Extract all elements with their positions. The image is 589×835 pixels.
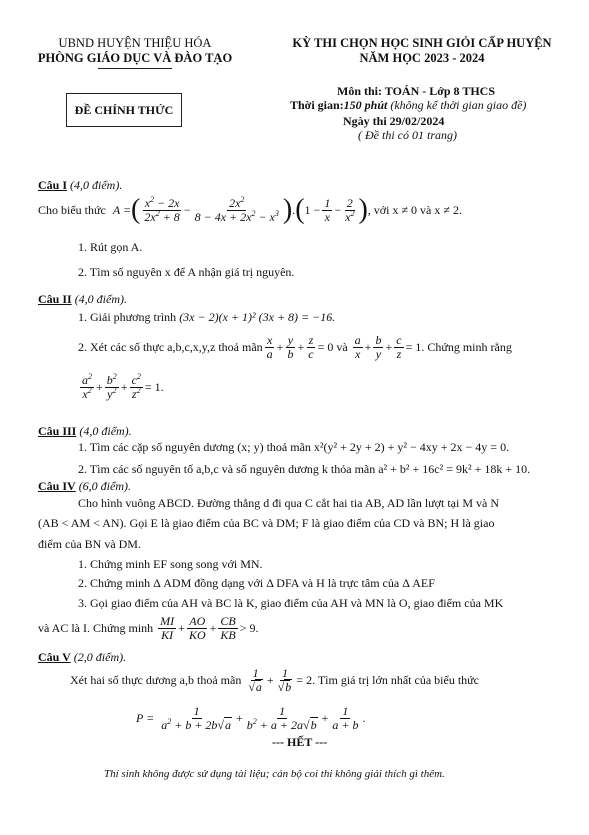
time-value: 150 phút: [343, 98, 388, 112]
q4-line1: Cho hình vuông ABCD. Đường thẳng d đi qua C cắt hai tia AB, AD lần lượt tại M và N: [78, 496, 500, 510]
q1-part2: 2. Tìm số nguyên x để A nhận giá trị nguyên.: [78, 265, 295, 279]
q4-part3: 3. Gọi giao điểm của AH và BC là K, giao điểm của AH và MN là O, giao điểm của MK: [78, 596, 504, 610]
q4-points: (6,0 điểm).: [78, 479, 132, 493]
q1-frac-3: $\frac{1}{x}$: [324, 195, 331, 224]
q2-part2-text: 2. Xét các số thực a,b,c,x,y,z thoả mãn: [78, 339, 263, 354]
department-name: UBND HUYỆN THIỆU HÓA: [58, 36, 212, 50]
q2-part1-text: 1. Giải phương trình: [78, 310, 177, 324]
q5-points: (2,0 điểm).: [73, 650, 127, 664]
exam-title: KỲ THI CHỌN HỌC SINH GIỎI CẤP HUYỆN: [292, 36, 552, 50]
q4-part2: 2. Chứng minh Δ ADM đồng dạng với Δ DFA và H là trực tâm của Δ AEF: [78, 576, 435, 590]
q3-heading: [38, 424, 132, 439]
q1-frac-1: $\frac{x^2 - 2x}{2x^2 + 8}$: [144, 194, 180, 224]
q1-intro: Cho biểu thức: [38, 202, 106, 217]
q1-heading: [38, 178, 122, 193]
q1-points: (4,0 điểm).: [70, 178, 123, 192]
q5-text-a: Xét hai số thực dương a,b thoả mãn: [70, 672, 242, 687]
q4-title: Câu IV: [38, 479, 76, 493]
q4-heading: [38, 479, 131, 494]
q5-expression: P = $\frac{1}{a^2 + b + 2b√a}$ + $\frac{1}{b^2 + a + 2a√b}$ + $\frac{1}{a + b}$ .: [136, 703, 366, 732]
header-left-rule: [98, 68, 172, 69]
q2-and: và: [336, 339, 348, 354]
school-year: NĂM HỌC 2023 - 2024: [359, 51, 485, 65]
q2-heading: [38, 292, 127, 307]
q2-points: (4,0 điểm).: [74, 292, 128, 306]
time-label: Thời gian:: [290, 98, 344, 112]
q1-frac-2: $\frac{2x^2}{8 - 4x + 2x^2 - x^3}$: [194, 194, 279, 224]
office-name: PHÒNG GIÁO DỤC VÀ ĐÀO TẠO: [37, 51, 233, 65]
q4-line3: điểm của BN và DM.: [38, 537, 141, 551]
q3-title: Câu III: [38, 424, 77, 438]
end-mark: --- HẾT ---: [272, 735, 328, 749]
q4-line2: (AB < AM < AN). Gọi E là giao điểm của BC và DM; F là giao điểm của CD và BN; H là giao: [38, 516, 495, 530]
q5-text-b: = 2. Tìm giá trị lớn nhất của biểu thức: [296, 672, 479, 687]
q2-equation: (3x − 2)(x + 1)² (3x + 8) = −16.: [179, 310, 336, 324]
q2-prove: . Chứng minh rằng: [421, 339, 512, 354]
q1-part1: 1. Rút gọn A.: [78, 240, 143, 254]
q3-part2: 2. Tìm các số nguyên tố a,b,c và số nguyên dương k thỏa mãn a² + b² + 16c² = 9k² + 18k + 10.: [78, 462, 531, 476]
q1-expression-line: Cho biểu thức A = ( $\frac{x^2 - 2x}{2x^2 + 8}$ − $\frac{2x^2}{8 - 4x + 2x^2 - x^3}$ ) . ( 1 − $\frac{1}{x}$ − $\frac{2}{x^2}$ ) , với x ≠ 0 và x ≠ 2.: [38, 194, 462, 225]
q1-title: Câu I: [38, 178, 68, 192]
q2-part2: 2. Xét các số thực a,b,c,x,y,z thoả mãn $\frac{x}{a}$ + $\frac{y}{b}$ + $\frac{z}{c}$ = 0 và $\frac{a}{x}$ + $\frac{b}{y}$ + $\frac{c}{z}$ = 1 . Chứng minh rằng: [78, 332, 512, 361]
footer-note: Thí sinh không được sử dụng tài liệu; cán bộ coi thi không giải thích gì thêm.: [104, 768, 445, 780]
q4-part3-inequality: và AC là I. Chứng minh $\frac{MI}{KI}$ + $\frac{AO}{KO}$ + $\frac{CB}{KB}$ > 9.: [38, 613, 259, 642]
official-badge: ĐỀ CHÍNH THỨC: [66, 93, 182, 127]
q3-points: (4,0 điểm).: [79, 424, 132, 438]
time-note: (không kể thời gian giao đề): [390, 98, 527, 112]
q4-part3-text: và AC là I. Chứng minh: [38, 620, 154, 635]
q4-part1: 1. Chứng minh EF song song với MN.: [78, 557, 263, 571]
q2-title: Câu II: [38, 292, 72, 306]
q4-part3-end: > 9.: [239, 620, 259, 635]
exam-date: Ngày thi 29/02/2024: [343, 114, 445, 128]
q3-part1: 1. Tìm các cặp số nguyên dương (x; y) thoả mãn x²(y² + 2y + 2) + y² − 4xy + 2x − 4y = 0.: [78, 440, 510, 454]
q1-frac-4: $\frac{2}{x^2}$: [345, 195, 355, 224]
q2-part1: [78, 310, 335, 325]
pages-note: ( Đề thi có 01 trang): [358, 128, 457, 142]
q5-title: Câu V: [38, 650, 71, 664]
q5-condition: Xét hai số thực dương a,b thoả mãn $\frac{1}{√a}$ + $\frac{1}{√b}$ = 2. Tìm giá trị lớn nhất của biểu thức: [70, 665, 479, 694]
time-line: [290, 98, 526, 113]
subject-line: Môn thi: TOÁN - Lớp 8 THCS: [337, 84, 496, 98]
q1-condition: , với x ≠ 0 và x ≠ 2.: [367, 202, 462, 217]
q2-conclusion: $\frac{a^2}{x^2}$ + $\frac{b^2}{y^2}$ + $\frac{c^2}{z^2}$ = 1.: [82, 371, 164, 401]
